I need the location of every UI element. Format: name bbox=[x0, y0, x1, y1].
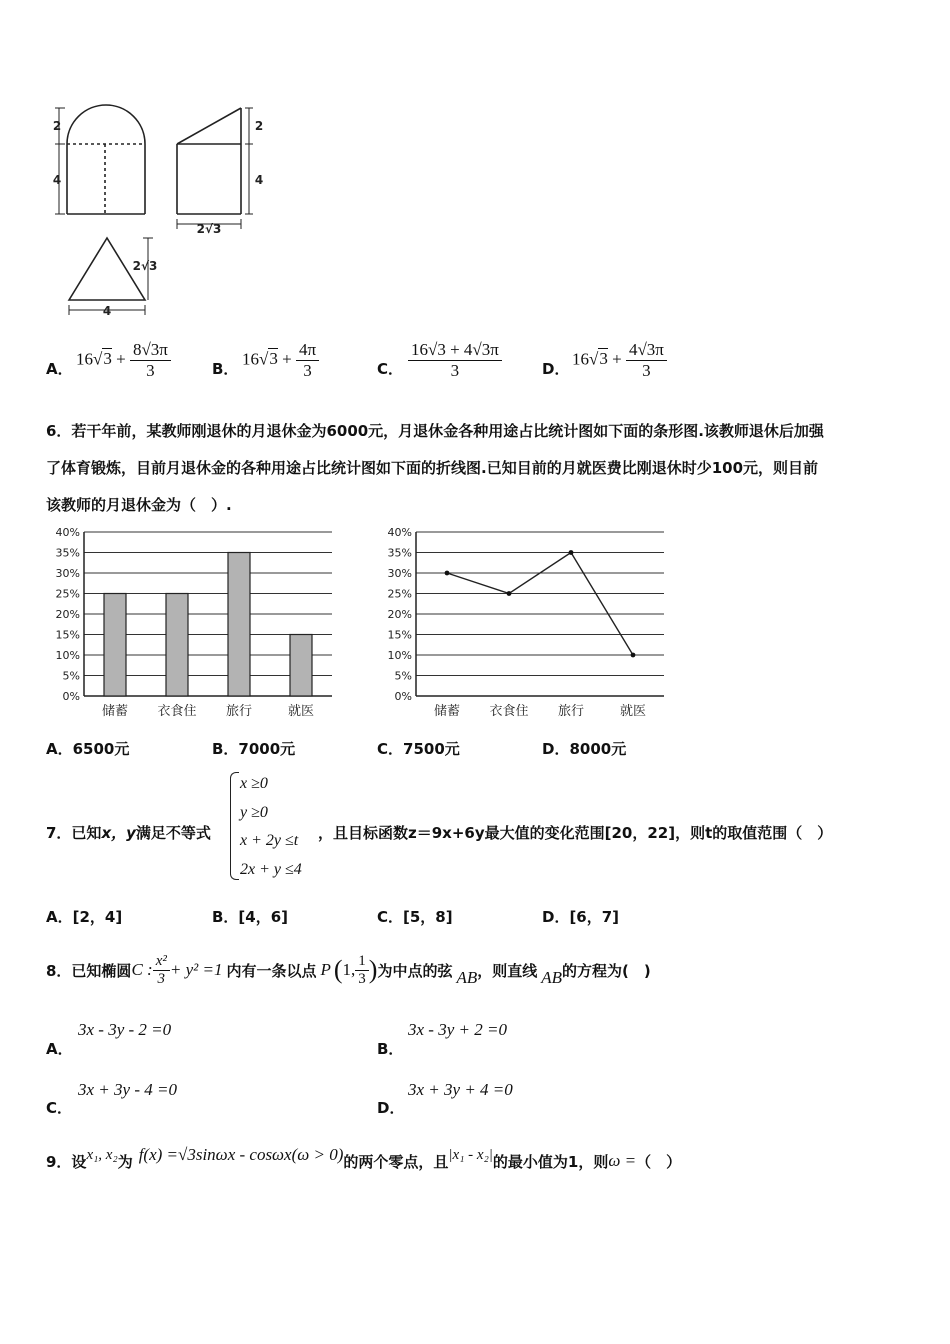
three-view-figure bbox=[45, 100, 265, 320]
top-dim-height: 2√3 bbox=[132, 259, 158, 273]
q8-option-a: A． bbox=[46, 1040, 73, 1058]
q9-omega: ω = bbox=[608, 1151, 637, 1170]
line-ab: AB bbox=[541, 968, 563, 987]
q7-vars: x，y bbox=[101, 824, 136, 842]
y-tick-label: 10% bbox=[387, 649, 412, 662]
data-point bbox=[445, 571, 450, 576]
q5-option-a bbox=[46, 358, 73, 379]
q6-line-3: 该教师的月退休金为（ ）. bbox=[46, 496, 232, 514]
q9-mid: 为 bbox=[117, 1152, 133, 1171]
y-tick-label: 40% bbox=[387, 526, 412, 539]
y-tick-label: 15% bbox=[387, 628, 412, 642]
q7-brace bbox=[230, 772, 239, 880]
y-tick-label: 0% bbox=[394, 690, 412, 703]
point-den: 3 bbox=[358, 970, 366, 987]
q9-line bbox=[46, 1144, 681, 1178]
side-view bbox=[177, 108, 253, 229]
denominator: 3 bbox=[450, 361, 460, 380]
q9-mid2: 的两个零点，且 bbox=[343, 1152, 449, 1171]
series-line bbox=[447, 553, 633, 656]
q7-option-c: C．[5，8] bbox=[377, 908, 453, 926]
q8-option-c: C． bbox=[46, 1099, 73, 1117]
q7-prefix bbox=[46, 822, 211, 843]
x-tick-label: 储蓄 bbox=[433, 704, 461, 719]
y-tick-label: 30% bbox=[55, 567, 80, 580]
ellipse-den: 3 bbox=[157, 970, 166, 987]
q7-ineq-1: x ≥0 bbox=[240, 775, 268, 792]
denominator: 3 bbox=[642, 361, 651, 380]
y-tick-label: 30% bbox=[387, 567, 412, 580]
q7-option-b: B．[4，6] bbox=[212, 908, 289, 926]
coef: 16 bbox=[572, 349, 589, 369]
q7-ineq-3: x + 2y ≤t bbox=[240, 832, 299, 849]
numerator: 8√3π bbox=[130, 340, 171, 361]
x-tick-label: 旅行 bbox=[225, 704, 253, 719]
q8-option-b-expr: 3x - 3y + 2 =0 bbox=[408, 1020, 507, 1039]
side-dim-top: 2 bbox=[254, 119, 264, 133]
front-dim-top: 2 bbox=[52, 119, 62, 133]
q5-option-c bbox=[377, 358, 403, 379]
bar bbox=[104, 594, 126, 697]
numerator: 4π bbox=[296, 340, 319, 361]
y-tick-label: 5% bbox=[62, 669, 80, 683]
q7-number-text: 7．已知 bbox=[46, 824, 102, 842]
denominator: 3 bbox=[146, 361, 155, 380]
q9-prefix: 9．设 bbox=[46, 1152, 87, 1171]
q5-option-c-expr bbox=[408, 340, 502, 381]
ellipse-rest: + y² =1 bbox=[169, 960, 223, 979]
q7-option-d: D．[6，7] bbox=[542, 908, 620, 926]
plus-sign: + bbox=[612, 349, 622, 369]
ellipse-c: C : bbox=[131, 960, 153, 979]
q7-system bbox=[240, 770, 302, 884]
option-letter: B． bbox=[212, 360, 239, 378]
q9-end: （ ） bbox=[636, 1152, 682, 1171]
q9-vars: x₁, x₂ bbox=[86, 1146, 118, 1163]
q7-mid: 满足不等式 bbox=[135, 824, 211, 842]
q8-mid3: ，则直线 bbox=[477, 961, 538, 980]
q5-option-d bbox=[542, 358, 569, 379]
q8-option-a-expr: 3x - 3y - 2 =0 bbox=[78, 1020, 172, 1039]
y-tick-label: 5% bbox=[394, 669, 412, 683]
radicand: 3 bbox=[599, 349, 608, 369]
bar bbox=[166, 594, 188, 697]
denominator: 3 bbox=[303, 361, 312, 380]
line-chart bbox=[372, 524, 672, 720]
side-dim-right: 4 bbox=[254, 173, 264, 187]
y-tick-label: 0% bbox=[62, 690, 80, 703]
ellipse-num: x² bbox=[153, 953, 170, 971]
q8-option-d: D． bbox=[377, 1099, 405, 1117]
q7-ineq-4: 2x + y ≤4 bbox=[240, 860, 302, 878]
x-tick-label: 就医 bbox=[619, 704, 647, 719]
bar-chart bbox=[40, 524, 340, 720]
bar bbox=[290, 635, 312, 697]
x-tick-label: 衣食住 bbox=[157, 704, 197, 719]
q7-ineq-2: y ≥0 bbox=[240, 803, 268, 821]
front-dim-bottom: 4 bbox=[52, 173, 62, 187]
q5-option-b bbox=[212, 358, 238, 379]
plus-sign: + bbox=[282, 349, 292, 369]
bar bbox=[228, 553, 250, 697]
y-tick-label: 20% bbox=[55, 608, 80, 621]
q8-option-d-expr: 3x + 3y + 4 =0 bbox=[408, 1080, 513, 1099]
y-tick-label: 20% bbox=[387, 608, 412, 621]
y-tick-label: 15% bbox=[55, 628, 80, 642]
y-tick-label: 40% bbox=[55, 526, 80, 539]
q9-func: f(x) =√3sinωx - cosωx(ω > 0) bbox=[138, 1145, 344, 1164]
y-tick-label: 25% bbox=[387, 587, 412, 601]
q7-option-a: A．[2，4] bbox=[46, 908, 123, 926]
q8-line: 8．已知椭圆 C : $\frac{\text{x²}}{3}$ + y² =1 内有一条以点 P ( 1, $\frac{1}{3}$ ) 为中点的弦 AB ，则直线 AB 的方程为( ) bbox=[46, 952, 651, 987]
q8-option-b: B． bbox=[377, 1040, 404, 1058]
q8-mid2: 为中点的弦 bbox=[377, 961, 453, 980]
option-letter: C． bbox=[377, 360, 404, 378]
q8-suffix: 的方程为( ) bbox=[562, 961, 651, 980]
numerator: 16√3 + 4√3π bbox=[408, 340, 502, 361]
q6-line-2: 了体育锻炼，目前月退休金的各种用途占比统计图如下面的折线图.已知目前的月就医费比刚退休时少100元，则目前 bbox=[46, 459, 819, 477]
q9-abs: |x₁ - x₂| bbox=[448, 1146, 493, 1163]
data-point bbox=[507, 591, 512, 596]
front-view bbox=[52, 105, 145, 214]
q9-suffix: 的最小值为1，则 bbox=[492, 1152, 609, 1171]
point-num: 1 bbox=[355, 953, 369, 971]
x-tick-label: 衣食住 bbox=[489, 704, 529, 719]
radicand: 3 bbox=[103, 349, 112, 369]
q6-option-c: C．7500元 bbox=[377, 740, 460, 758]
q6-option-b: B．7000元 bbox=[212, 740, 296, 758]
q7-suffix: ，且目标函数z＝9x+6y最大值的变化范围[20，22]，则t的取值范围（ ） bbox=[318, 824, 833, 842]
side-dim-bottom: 2√3 bbox=[196, 222, 222, 236]
q8-prefix: 8．已知椭圆 bbox=[46, 961, 132, 980]
q5-option-d-expr: 16√3 + $\frac{4√3\pi}{3}$ bbox=[572, 340, 667, 381]
top-dim-width: 4 bbox=[102, 304, 112, 318]
y-tick-label: 10% bbox=[55, 649, 80, 662]
chord-ab: AB bbox=[456, 968, 478, 987]
option-letter: A． bbox=[46, 360, 73, 378]
q8-option-c-expr: 3x + 3y - 4 =0 bbox=[78, 1080, 177, 1099]
q6-option-a: A．6500元 bbox=[46, 740, 130, 758]
y-tick-label: 25% bbox=[55, 587, 80, 601]
option-letter: D． bbox=[542, 360, 570, 378]
point-x: 1, bbox=[342, 960, 356, 979]
coef: 16 bbox=[76, 349, 93, 369]
x-tick-label: 就医 bbox=[287, 704, 315, 719]
x-tick-label: 旅行 bbox=[557, 704, 585, 719]
plus-sign: + bbox=[116, 349, 126, 369]
q8-mid: 内有一条以点 bbox=[226, 961, 317, 980]
y-tick-label: 35% bbox=[387, 546, 412, 560]
y-tick-label: 35% bbox=[55, 546, 80, 560]
x-tick-label: 储蓄 bbox=[101, 704, 129, 719]
q5-option-a-expr: 16√3 + $\frac{8√3\pi}{3}$ bbox=[76, 340, 171, 381]
data-point bbox=[569, 550, 574, 555]
q6-option-d: D．8000元 bbox=[542, 740, 627, 758]
data-point bbox=[631, 653, 636, 658]
q6-line-1: 6．若干年前，某教师刚退休的月退休金为6000元，月退休金各种用途占比统计图如下面的条形图.该教师退休后加强 bbox=[46, 422, 824, 440]
numerator: 4√3π bbox=[626, 340, 667, 361]
radicand: 3 bbox=[269, 349, 278, 369]
point-p: P bbox=[320, 960, 331, 979]
q5-option-b-expr: 16√3 + $\frac{4\pi}{3}$ bbox=[242, 340, 319, 381]
coef: 16 bbox=[242, 349, 259, 369]
